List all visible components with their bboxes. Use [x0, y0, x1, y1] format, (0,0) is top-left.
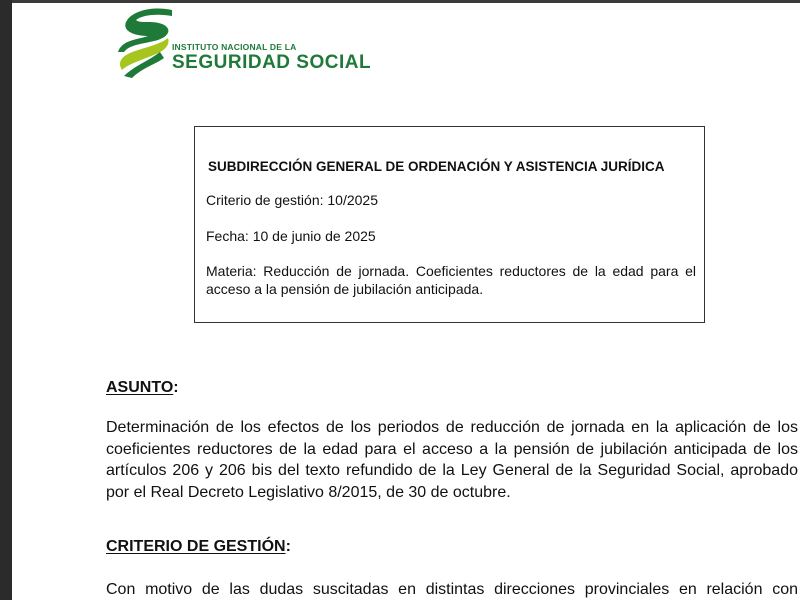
asunto-paragraph: Determinación de los efectos de los periodos de reducción de jornada en la aplicación de los coeficientes reductores de la edad para el acceso a la pensión de jubilación anticipada de los artículos 206 y 206 bis del texto refundido de la Ley General de la Seguridad Social, aprobado por el Real Decreto Legislativo 8/2015, de 30 de octubre. — [106, 419, 798, 501]
institution-line2: SEGURIDAD SOCIAL — [172, 52, 372, 73]
document-date: Fecha: 10 de junio de 2025 — [206, 228, 376, 244]
document-info-box — [194, 126, 705, 323]
criterio-number: Criterio de gestión: 10/2025 — [206, 192, 378, 208]
document-subject: Materia: Reducción de jornada. Coeficientes reductores de la edad para el acceso a la pensión de jubilación anticipada. — [206, 263, 696, 297]
viewer-left-edge — [0, 0, 12, 600]
criterio-gestion-paragraph: Con motivo de las dudas suscitadas en distintas direcciones provinciales en relación con — [106, 581, 798, 598]
subdirectorate-title: SUBDIRECCIÓN GENERAL DE ORDENACIÓN Y ASISTENCIA JURÍDICA — [208, 159, 665, 174]
asunto-heading: ASUNTO: — [106, 379, 179, 396]
criterio-gestion-heading: CRITERIO DE GESTIÓN: — [106, 538, 291, 555]
institution-line1: INSTITUTO NACIONAL DE LA — [172, 42, 297, 52]
inss-logo — [114, 6, 374, 84]
inss-logo-icon — [114, 6, 176, 80]
document-page — [12, 3, 800, 600]
